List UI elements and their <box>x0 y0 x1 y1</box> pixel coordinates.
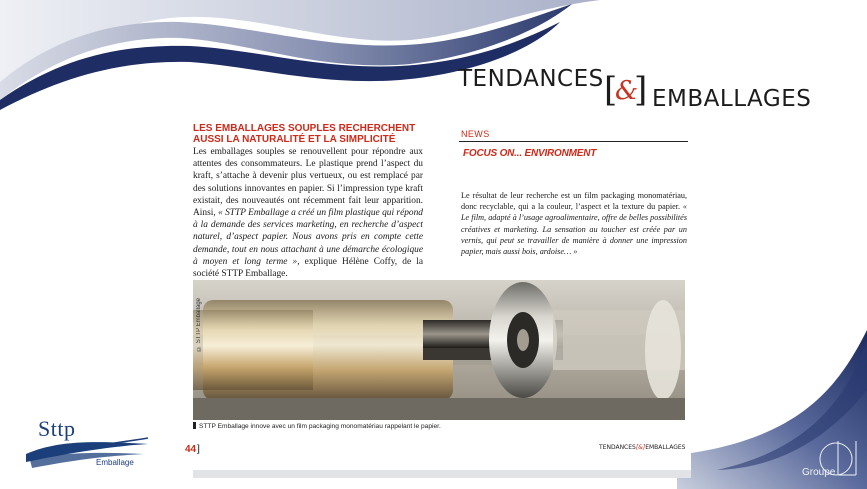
right-body-text: Le résultat de leur recherche est un film packaging monomatériau, donc recyclable, qui a la couleur, l’aspect et la texture du papier. <box>461 191 687 212</box>
photo-caption <box>193 422 441 430</box>
body-text-end: , explique Hélène Coffy, de la société STTP Emballage. <box>193 256 423 280</box>
ampersand-bracket-icon <box>604 71 646 109</box>
footer-masthead-word1: TENDANCES <box>599 444 636 451</box>
bracket-open: [ <box>604 70 618 110</box>
page-number-bracket: ] <box>196 444 201 455</box>
caption-marker <box>193 422 196 429</box>
caption-text: STTP Emballage innove avec un film packaging monomatériau rappelant le papier. <box>199 423 441 430</box>
page-bottom-bar <box>193 470 691 478</box>
footer-masthead-word2: EMBALLAGES <box>645 444 686 451</box>
film-rolls-illustration <box>193 280 685 420</box>
bracket-close: ] <box>634 70 648 110</box>
section-label: NEWS <box>461 129 490 139</box>
sttp-logo-word: Sttp <box>38 416 76 441</box>
body-text: Les emballages souples se renouvellent pour répondre aux attentes des consommateurs. Le plastique prend l’aspect du kraft, s’attache à devenir plus vertueux, ou est remplacé par des solutions innovantes en papier. Si l’impression type kraft existait, des nouveautés ont récemment fait leur apparition. Ainsi, <box>193 147 423 219</box>
photo-credit: © STTP Emballage <box>196 298 202 351</box>
masthead-word-emballages: EMBALLAGES <box>652 86 812 112</box>
masthead-logo <box>458 66 818 116</box>
footer-masthead <box>599 444 685 451</box>
right-body-quote: « Le film, adapté à l’usage agroalimentaire, offre de belles possibilités créatives et marketing. La sensation au toucher est créée par un vernis, qui peut se travailler de manière à donner une impression papier, mais aussi bois, ardoise… » <box>461 202 687 257</box>
section-divider <box>459 141 688 142</box>
article-body-left <box>193 146 423 280</box>
magazine-page <box>185 118 691 478</box>
masthead-word-tendances: TENDANCES <box>458 66 604 92</box>
sttp-logo-subtitle: Emballage <box>96 458 134 467</box>
article-headline: LES EMBALLAGES SOUPLES RECHERCHENT AUSSI LA NATURALITÉ ET LA SIMPLICITÉ <box>193 123 416 145</box>
section-subtitle: FOCUS ON... ENVIRONMENT <box>463 148 597 159</box>
page-number <box>185 444 200 455</box>
page-number-value: 44 <box>185 444 197 455</box>
groupe-label: Groupe <box>802 467 836 478</box>
ampersand: & <box>615 76 639 106</box>
body-quote: « STTP Emballage a créé un film plastique qui répond à la demande des services marketing, en recherche d’aspect naturel, d’aspect papier. Nous avons pris en compte cette demande, tout en nous attachant à une démarche écologique à moyen et long terme » <box>193 208 423 267</box>
film-rolls-photo <box>193 280 685 420</box>
article-body-right <box>461 190 687 257</box>
footer-masthead-amp: [&] <box>635 444 646 451</box>
